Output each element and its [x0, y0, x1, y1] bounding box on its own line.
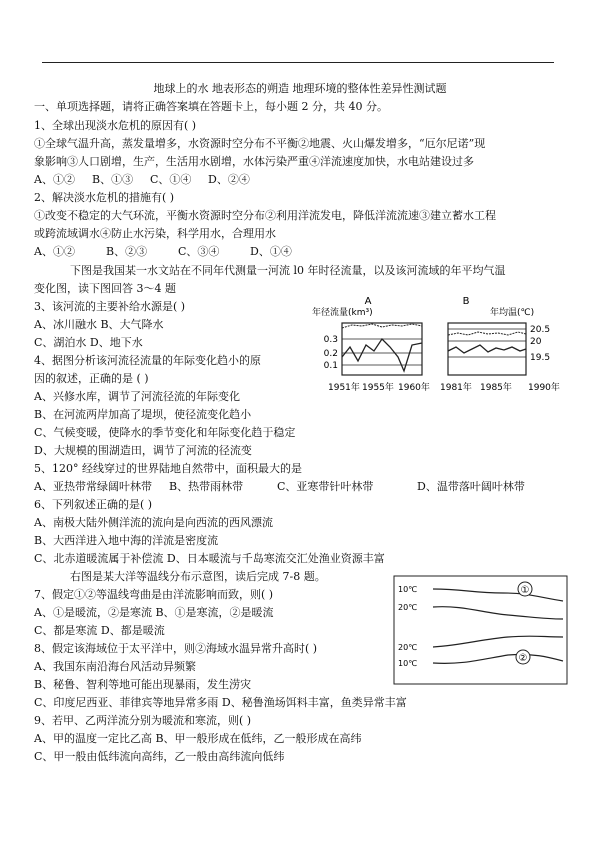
y-tick-label: 19.5: [530, 353, 551, 363]
marker-2: ②: [518, 653, 528, 664]
question-8-stem: 8、假定该海域位于太平洋中，则②海域水温异常升高时( ): [34, 642, 318, 655]
option-a: A、①②: [34, 245, 75, 258]
x-tick-label: 1981年: [440, 383, 472, 393]
question-1-stem: 1、全球出现淡水危机的原因有( ): [34, 119, 197, 132]
question-9-option-c: C、甲一般由低纬流向高纬，乙一般由高纬流向低纬: [34, 750, 285, 763]
question-4-stem: 因的叙述，正确的是 ( ): [34, 372, 149, 385]
option-d: D、温带落叶阔叶林带: [417, 480, 525, 493]
runoff-line: [342, 339, 422, 371]
temperature-line: [448, 345, 526, 353]
option-c: C、③④: [178, 245, 220, 258]
question-6-option-b: B、大西洋进入地中海的洋流是密度流: [34, 534, 219, 547]
x-tick-label: 1951年: [328, 383, 360, 393]
x-tick-label: 1985年: [480, 383, 512, 393]
y-tick-label: 0.3: [323, 335, 338, 345]
isotherm-line: [433, 654, 563, 663]
question-3-stem: 3、该河流的主要补给水源是( ): [34, 300, 186, 313]
question-4-option-a: A、兴修水库，调节了河流径流的年际变化: [34, 390, 240, 403]
option-a: A、①②: [34, 173, 75, 186]
question-3-options: C、湖泊水 D、地下水: [34, 336, 143, 349]
question-8-option-b: B、秘鲁、智利等地可能出现暴雨，发生涝灾: [34, 678, 252, 691]
page-title: 地球上的水 地表形态的朔造 地理环境的整体性差异性测试题: [153, 82, 447, 95]
figure-b-label: B: [462, 296, 470, 307]
question-6-option-a: A、南极大陆外侧洋流的流向是向西流的西风漂流: [34, 516, 273, 529]
option-b: B、②③: [106, 245, 148, 258]
option-d: D、①④: [250, 245, 292, 258]
question-2-body: 或跨流域调水④防止水污染，科学用水，合理用水: [34, 227, 276, 240]
section-heading: 一、单项选择题，请将正确答案填在答题卡上，每小题 2 分，共 40 分。: [34, 100, 388, 113]
question-9-stem: 9、若甲、乙两洋流分别为暖流和寒流，则( ): [34, 714, 252, 727]
option-b: B、①③: [92, 173, 134, 186]
question-1-body: ①全球气温升高，蒸发量增多，水资源时空分布不平衡②地震、火山爆发增多，“厄尔尼诺”现: [34, 137, 486, 150]
isotherm-line: [433, 607, 563, 619]
question-4-option-b: B、在河流两岸加高了堤坝，使径流变化趋小: [34, 408, 252, 421]
isotherm-label: 20℃: [398, 603, 418, 612]
runoff-figure: [312, 295, 432, 403]
question-8-option-a: A、我国东南沿海台风活动异频繁: [34, 660, 196, 673]
y-tick-label: 0.1: [323, 361, 338, 371]
question-4-option-d: D、大规模的围湖造田，调节了河流的径流变: [34, 444, 252, 457]
question-2-stem: 2、解决淡水危机的措施有( ): [34, 191, 175, 204]
x-tick-label: 1990年: [528, 383, 560, 393]
isotherm-line: [433, 636, 563, 647]
isotherm-line: [433, 589, 563, 601]
isotherm-label: 10℃: [398, 585, 418, 594]
figure-a-ylabel: 年径流量(km³): [312, 308, 373, 318]
isotherm-label: 10℃: [398, 659, 418, 668]
passage-3-4: 变化图，读下图回答 3～4 题: [34, 282, 176, 295]
question-5-options: [34, 480, 525, 494]
y-tick-label: 20: [530, 337, 542, 347]
question-6-stem: 6、下列叙述正确的是( ): [34, 498, 153, 511]
figure-b-ylabel: 年均温(℃): [490, 308, 535, 318]
y-tick-label: 20.5: [530, 325, 551, 335]
question-2-body: ①改变不稳定的大气环流，平衡水资源时空分布②利用洋流发电，降低洋流流速③建立蓄水工程: [34, 209, 496, 222]
question-1-options: [34, 173, 250, 187]
question-7-stem: 7、假定①②等温线弯曲是由洋流影响而致，则( ): [34, 588, 274, 601]
option-b: B、热带雨林带: [169, 480, 244, 493]
question-7-options: A、①是暖流，②是寒流 B、①是寒流，②是暖流: [34, 606, 274, 619]
question-4-stem: 4、据图分析该河流径流量的年际变化趋小的原: [34, 354, 261, 367]
question-1-body: 象影响③人口剧增，生产，生活用水剧增，水体污染严重④洋流速度加快，水电站建设过多: [34, 155, 474, 168]
upper-curve: [448, 332, 526, 335]
marker-1: ①: [520, 585, 530, 596]
temperature-figure: [440, 295, 570, 403]
question-8-option-c-d: C、印度尼西亚、菲律宾等地异常多雨 D、秘鲁渔场饵料丰富，鱼类异常丰富: [34, 696, 407, 709]
question-9-option-a-b: A、甲的温度一定比乙高 B、甲一般形成在低纬，乙一般形成在高纬: [34, 732, 362, 745]
question-6-option-c-d: C、北赤道暖流属于补偿流 D、日本暖流与千岛寒流交汇处渔业资源丰富: [34, 552, 385, 565]
question-3-options: A、冰川融水 B、大气降水: [34, 318, 164, 331]
option-a: A、亚热带常绿阔叶林带: [34, 480, 152, 493]
y-tick-label: 0.2: [323, 349, 338, 359]
option-d: D、②④: [208, 173, 250, 186]
isotherm-figure: [393, 575, 568, 685]
isotherm-label: 20℃: [398, 643, 418, 652]
question-5-stem: 5、120° 经线穿过的世界陆地自然带中，面积最大的是: [34, 462, 302, 475]
x-tick-label: 1955年: [362, 383, 394, 393]
question-2-options: [34, 245, 292, 259]
option-c: C、亚寒带针叶林带: [277, 480, 374, 493]
question-7-options: C、都是寒流 D、都是暖流: [34, 624, 165, 637]
x-tick-label: 1960年: [398, 383, 430, 393]
passage-7-8: 右图是某大洋等温线分布示意图，读后完成 7-8 题。: [70, 570, 326, 583]
top-rule: [42, 62, 554, 63]
passage-3-4: 下图是我国某一水文站在不同年代测量一河流 l0 年时径流量，以及该河流域的年平均气温: [70, 264, 506, 277]
upper-curve: [342, 324, 422, 328]
figure-a-label: A: [364, 296, 372, 307]
figure-a-frame: [342, 323, 422, 375]
option-c: C、①④: [150, 173, 192, 186]
question-4-option-c: C、气候变暖，使降水的季节变化和年际变化趋于稳定: [34, 426, 296, 439]
